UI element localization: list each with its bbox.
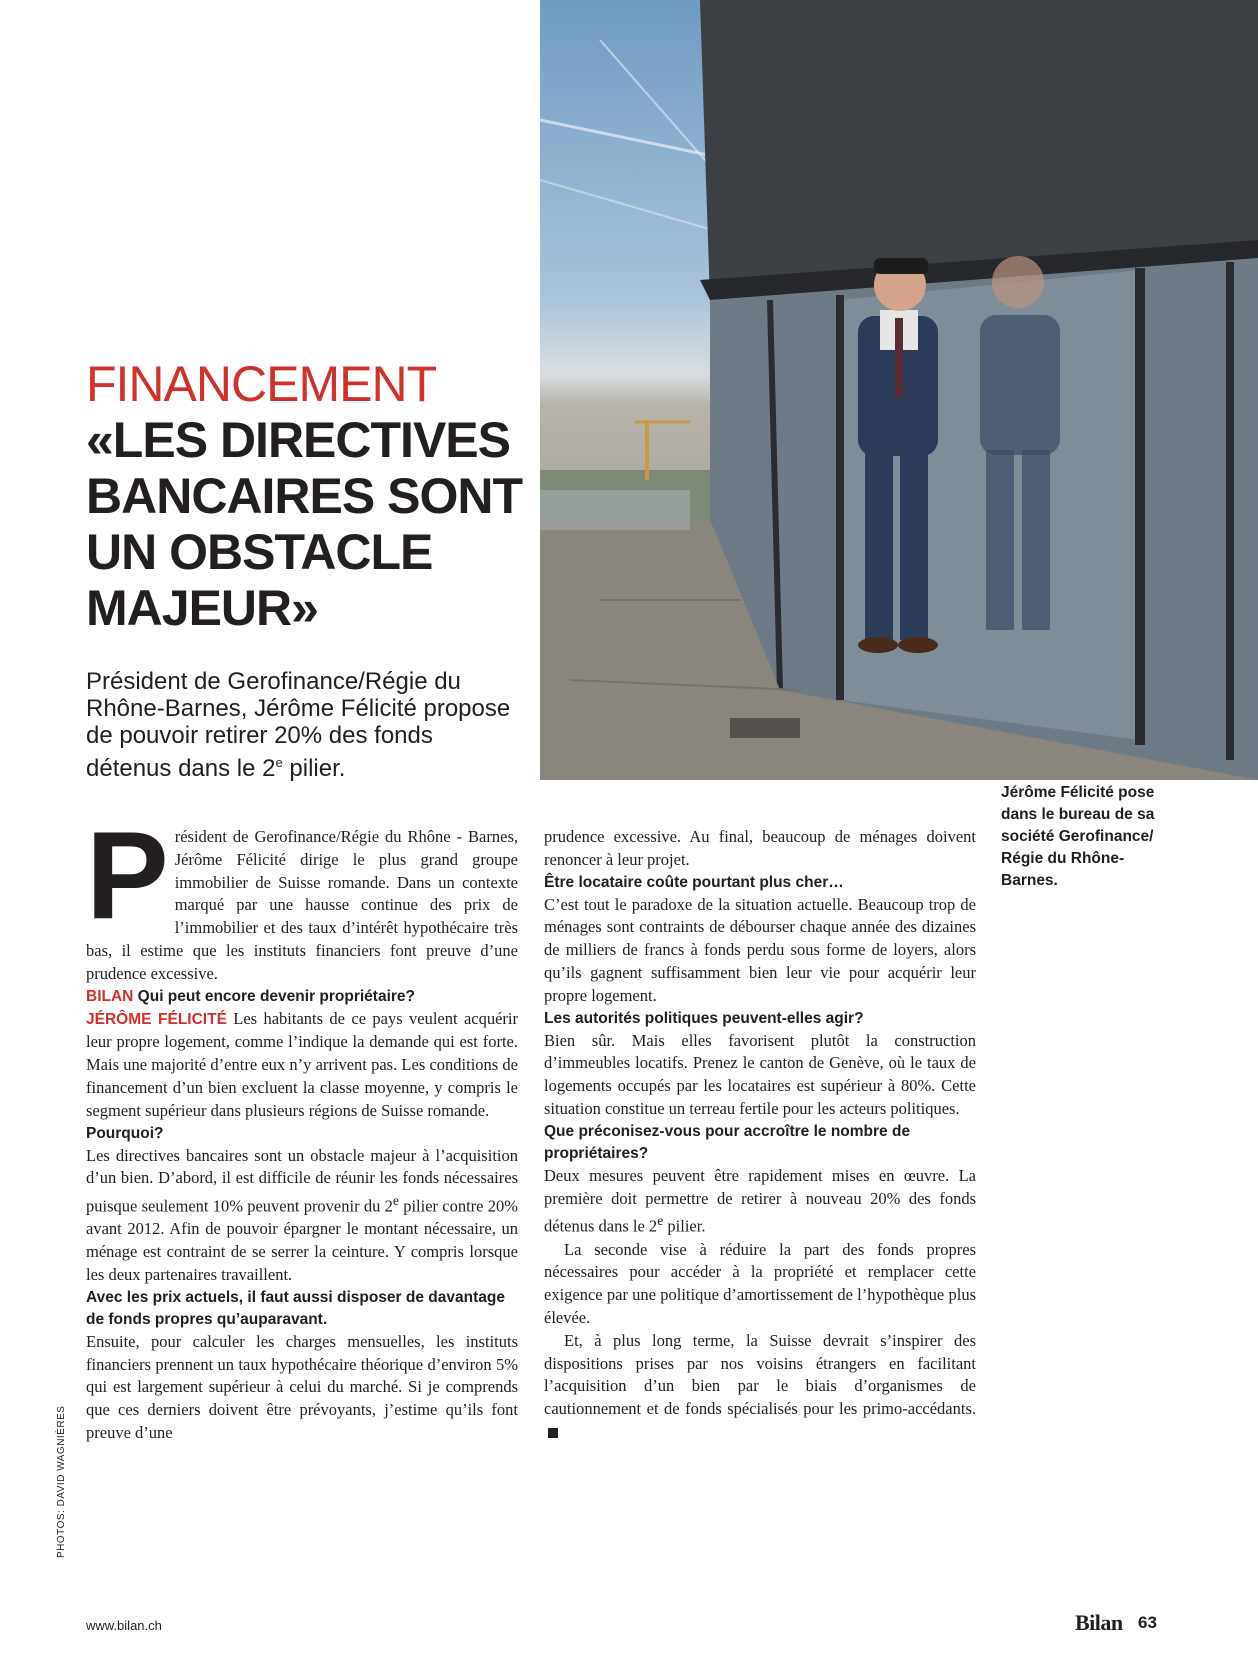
answer-6-paragraph-3 <box>544 1330 976 1444</box>
article-kicker: FINANCEMENT <box>86 356 437 412</box>
photo-caption: Jérôme Félicité pose dans le bureau de sa société Gerofinance/ Régie du Rhône-Barnes. <box>1001 784 1155 889</box>
question-3: Avec les prix actuels, il faut aussi disposer de davantage de fonds propres qu’auparavant. <box>86 1288 505 1328</box>
article-headline: «LES DIRECTIVES BANCAIRES SONT UN OBSTACLE MAJEUR» <box>86 412 523 636</box>
interviewee-label: JÉRÔME FÉLICITÉ <box>86 1010 227 1028</box>
question-2: Pourquoi? <box>86 1124 164 1142</box>
answer-6-superscript: e <box>657 1213 664 1229</box>
answer-1-text: Les habitants de ce pays veulent acquérir leur propre logement, comme l’indique la demande qui est forte. Mais une majorité d’entre eux n’y arrivent pas. Les conditions de financement d’un bien excluent la classe moyenne, y compris le segment supérieur dans plusieurs régions de Suisse romande. <box>86 1008 518 1120</box>
article-photo <box>540 0 1258 780</box>
dropcap: P <box>86 807 169 945</box>
standfirst-end: pilier. <box>282 755 346 782</box>
answer-2-end: pilier contre 20% avant 2012. Afin de pouvoir épargner le montant nécessaire, un ménage est contraint de se serrer la ceinture. Y compris lorsque les deux partenaires travaillent. <box>86 1196 518 1285</box>
answer-2 <box>86 1145 518 1287</box>
answer-6-end: pilier. <box>663 1216 706 1236</box>
footer-url[interactable]: www.bilan.ch <box>86 1618 162 1633</box>
article-column-2 <box>544 826 976 1444</box>
terrace-illustration <box>540 0 1258 780</box>
intro-text: résident de Gerofinance/Régie du Rhône - Barnes, Jérôme Félicité dirige le plus grand groupe immobilier de Suisse romande. Dans un contexte marqué par une hausse continue des prix de l’immobilier et des taux d’intérêt hypothécaire très bas, il estime que les instituts financiers font preuve d’une prudence excessive. <box>86 827 518 983</box>
answer-6-text: Deux mesures peuvent être rapidement mises en œuvre. La première doit permettre de retirer à nouveau 20% des fonds détenus dans le 2 <box>544 1165 976 1236</box>
question-1-text: Qui peut encore devenir propriétaire? <box>137 987 416 1005</box>
intro-paragraph <box>86 807 518 986</box>
interviewer-label: BILAN <box>86 987 134 1005</box>
answer-4: C’est tout le paradoxe de la situation actuelle. Beaucoup trop de ménages sont contraints de débourser chaque année des dizaines de milliers de francs à fonds perdu sous forme de loyers, alors qu’ils gagnent suffisamment bien leur vie pour acquérir leur propre logement. <box>544 894 976 1005</box>
standfirst-superscript: e <box>275 755 283 770</box>
answer-6-paragraph-1 <box>544 1165 976 1239</box>
article-standfirst <box>86 668 516 782</box>
answer-3-part-1: Ensuite, pour calculer les charges mensuelles, les instituts financiers prennent un taux hypothécaire théorique d’environ 5% qui est largement supérieur à celui du marché. Si je comprends que ces derniers doivent être prévoyants, j’estime qu’ils font preuve d’une <box>86 1331 518 1443</box>
article-column-1 <box>86 807 518 1445</box>
answer-6-paragraph-3-text: Et, à plus long terme, la Suisse devrait s’inspirer des dispositions prises par nos voisins étrangers en facilitant l’acquisition d’un bien par le biais d’organismes de cautionnement et de fonds spécialisés pour les primo-accédants. <box>544 1330 976 1419</box>
end-of-article-mark <box>548 1428 558 1438</box>
answer-3-part-2: prudence excessive. Au final, beaucoup de ménages doivent renoncer à leur projet. <box>544 827 976 869</box>
page-number: 63 <box>1138 1613 1157 1632</box>
answer-2-text: Les directives bancaires sont un obstacle majeur à l’acquisition d’un bien. D’abord, il est difficile de réunir les fonds nécessaires puisque seulement 10% peuvent provenir du 2 <box>86 1145 518 1216</box>
answer-1 <box>86 1008 518 1123</box>
answer-2-superscript: e <box>392 1193 399 1209</box>
answer-5: Bien sûr. Mais elles favorisent plutôt la construction d’immeubles locatifs. Prenez le canton de Genève, où le taux de logements occupés par les locataires est supérieur à 80%. Cette situation constitue un terreau fertile pour les acteurs politiques. <box>544 1030 976 1118</box>
question-5: Les autorités politiques peuvent-elles agir? <box>544 1009 864 1027</box>
magazine-logo: Bilan <box>1075 1610 1123 1635</box>
standfirst-text: Président de Gerofinance/Régie du Rhône-Barnes, Jérôme Félicité propose de pouvoir retirer 20% des fonds détenus dans le 2 <box>86 668 511 782</box>
question-6: Que préconisez-vous pour accroître le nombre de propriétaires? <box>544 1122 911 1162</box>
photo-credit: PHOTOS: DAVID WAGNIÈRES <box>56 1405 67 1558</box>
question-4: Être locataire coûte pourtant plus cher… <box>544 873 844 891</box>
answer-6-paragraph-2: La seconde vise à réduire la part des fonds propres nécessaires pour accéder à la propriété et remplacer cette exigence par une politique d’amortissement de l’hypothèque plus élevée. <box>544 1239 976 1328</box>
question-1 <box>86 986 518 1008</box>
